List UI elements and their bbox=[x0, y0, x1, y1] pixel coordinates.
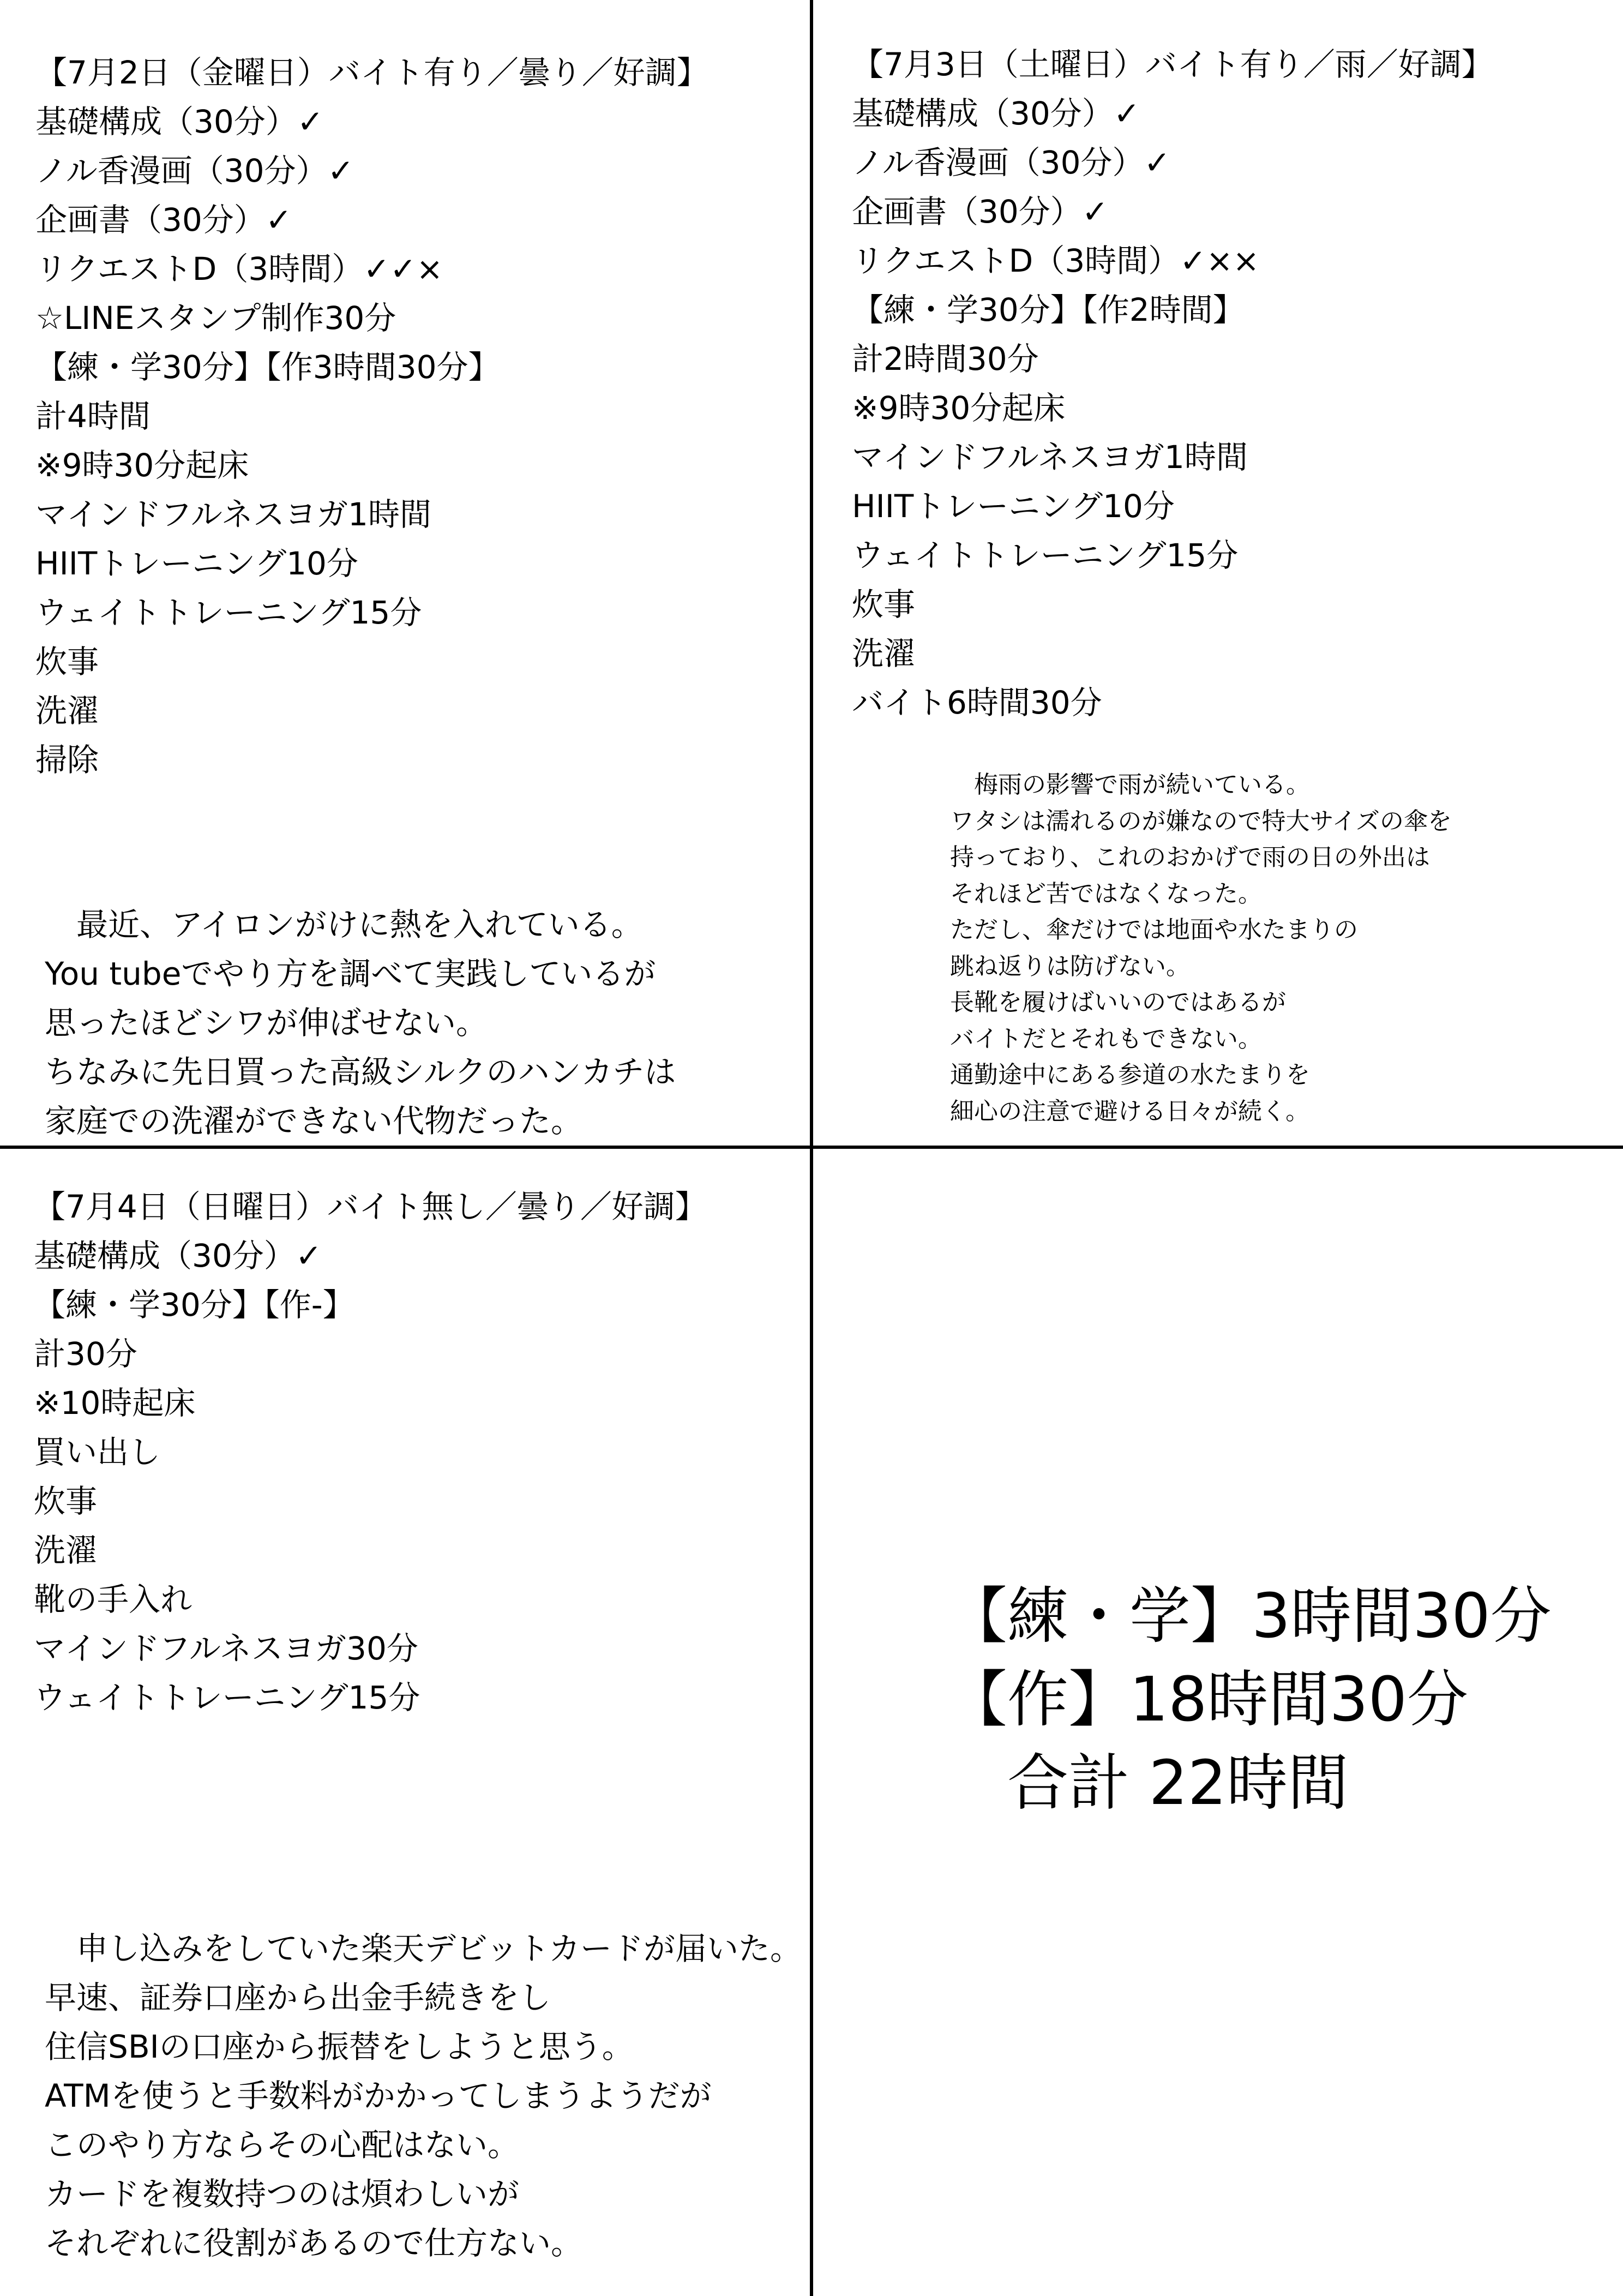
log-line: バイト6時間30分 bbox=[852, 684, 1102, 721]
log-line: HIITトレーニング10分 bbox=[35, 545, 358, 582]
log-line: 靴の手入れ bbox=[34, 1581, 193, 1618]
horizontal-divider bbox=[0, 1146, 1623, 1149]
log-line: 企画書（30分）✓ bbox=[35, 201, 292, 238]
day2-header: 【7月3日（土曜日）バイト有り／雨／好調】 bbox=[852, 46, 1493, 83]
log-line: 企画書（30分）✓ bbox=[852, 193, 1109, 230]
note-line: You tubeでやり方を調べて実践しているが bbox=[45, 955, 656, 992]
note-line: ちなみに先日買った高級シルクのハンカチは bbox=[45, 1053, 676, 1090]
log-line: 基礎構成（30分）✓ bbox=[35, 103, 324, 140]
log-line: 計30分 bbox=[34, 1335, 137, 1372]
log-line: マインドフルネスヨガ1時間 bbox=[852, 439, 1248, 476]
note-line: 細心の注意で避ける日々が続く。 bbox=[950, 1097, 1310, 1125]
note-line: 通勤途中にある参道の水たまりを bbox=[950, 1061, 1310, 1089]
log-line: 計2時間30分 bbox=[852, 340, 1039, 377]
day2-note bbox=[950, 767, 1452, 1130]
log-line: リクエストD（3時間）✓×× bbox=[852, 242, 1260, 279]
summary-creation: 【作】18時間30分 bbox=[946, 1664, 1469, 1735]
note-line: 持っており、これのおかげで雨の日の外出は bbox=[950, 843, 1430, 871]
note-line: 梅雨の影響で雨が続いている。 bbox=[950, 771, 1310, 799]
summary-practice-study: 【練・学】3時間30分 bbox=[946, 1581, 1552, 1652]
log-line: マインドフルネスヨガ30分 bbox=[34, 1630, 418, 1667]
log-line: ノル香漫画（30分）✓ bbox=[852, 144, 1171, 181]
note-line: このやり方ならその心配はない。 bbox=[45, 2126, 520, 2163]
log-line: 炊事 bbox=[852, 586, 916, 623]
note-line: 家庭での洗濯ができない代物だった。 bbox=[45, 1102, 583, 1140]
log-line: 基礎構成（30分）✓ bbox=[34, 1237, 322, 1274]
log-line: 計4時間 bbox=[35, 398, 151, 435]
note-line: 住信SBIの口座から振替をしようと思う。 bbox=[45, 2028, 634, 2065]
weekly-summary bbox=[946, 1575, 1552, 1825]
log-line: 洗濯 bbox=[34, 1532, 98, 1569]
note-line: 早速、証券口座から出金手続きをし bbox=[45, 1979, 551, 2016]
note-line: ただし、傘だけでは地面や水たまりの bbox=[950, 916, 1358, 944]
note-line: 最近、アイロンがけに熱を入れている。 bbox=[45, 906, 643, 943]
log-line: 炊事 bbox=[35, 643, 99, 680]
day3-header: 【7月4日（日曜日）バイト無し／曇り／好調】 bbox=[34, 1188, 707, 1225]
day1-header: 【7月2日（金曜日）バイト有り／曇り／好調】 bbox=[35, 54, 708, 91]
note-line: 長靴を履けばいいのではあるが bbox=[950, 988, 1286, 1016]
day3-note bbox=[45, 1924, 802, 2268]
log-line: HIITトレーニング10分 bbox=[852, 488, 1175, 525]
day1-note bbox=[45, 900, 676, 1146]
day3-log bbox=[34, 1182, 707, 1722]
log-line: 基礎構成（30分）✓ bbox=[852, 95, 1140, 132]
log-line: 炊事 bbox=[34, 1483, 98, 1520]
note-line: それほど苦ではなくなった。 bbox=[950, 879, 1262, 908]
log-line: 洗濯 bbox=[35, 692, 99, 729]
log-line: ウェイトトレーニング15分 bbox=[35, 594, 422, 631]
note-line: ワタシは濡れるのが嫌なので特大サイズの傘を bbox=[950, 807, 1452, 835]
log-line: ※9時30分起床 bbox=[35, 447, 249, 484]
note-line: バイトだとそれもできない。 bbox=[950, 1024, 1262, 1053]
note-line: 思ったほどシワが伸ばせない。 bbox=[45, 1004, 488, 1041]
note-line: 跳ね返りは防げない。 bbox=[950, 952, 1190, 980]
log-line: ※10時起床 bbox=[34, 1384, 196, 1422]
log-line: マインドフルネスヨガ1時間 bbox=[35, 496, 431, 533]
log-line: 買い出し bbox=[34, 1434, 161, 1471]
note-line: ATMを使うと手数料がかかってしまうようだが bbox=[45, 2077, 712, 2114]
note-line: 申し込みをしていた楽天デビットカードが届いた。 bbox=[45, 1930, 802, 1967]
log-line: ノル香漫画（30分）✓ bbox=[35, 152, 354, 189]
note-line: それぞれに役割があるので仕方ない。 bbox=[45, 2225, 583, 2262]
log-line: ☆LINEスタンプ制作30分 bbox=[35, 299, 396, 337]
log-line: リクエストD（3時間）✓✓× bbox=[35, 250, 443, 287]
log-line: ウェイトトレーニング15分 bbox=[852, 537, 1239, 574]
log-line: ウェイトトレーニング15分 bbox=[34, 1679, 420, 1716]
log-line: 洗濯 bbox=[852, 635, 916, 672]
day1-log bbox=[35, 48, 708, 784]
log-line: ※9時30分起床 bbox=[852, 389, 1066, 427]
log-line: 【練・学30分】【作2時間】 bbox=[852, 291, 1245, 328]
log-line: 【練・学30分】【作-】 bbox=[34, 1286, 354, 1323]
note-line: カードを複数持つのは煩わしいが bbox=[45, 2175, 520, 2213]
log-line: 掃除 bbox=[35, 741, 99, 778]
log-line: 【練・学30分】【作3時間30分】 bbox=[35, 349, 500, 386]
summary-total: 合計 22時間 bbox=[946, 1748, 1349, 1819]
day2-log bbox=[852, 40, 1493, 727]
